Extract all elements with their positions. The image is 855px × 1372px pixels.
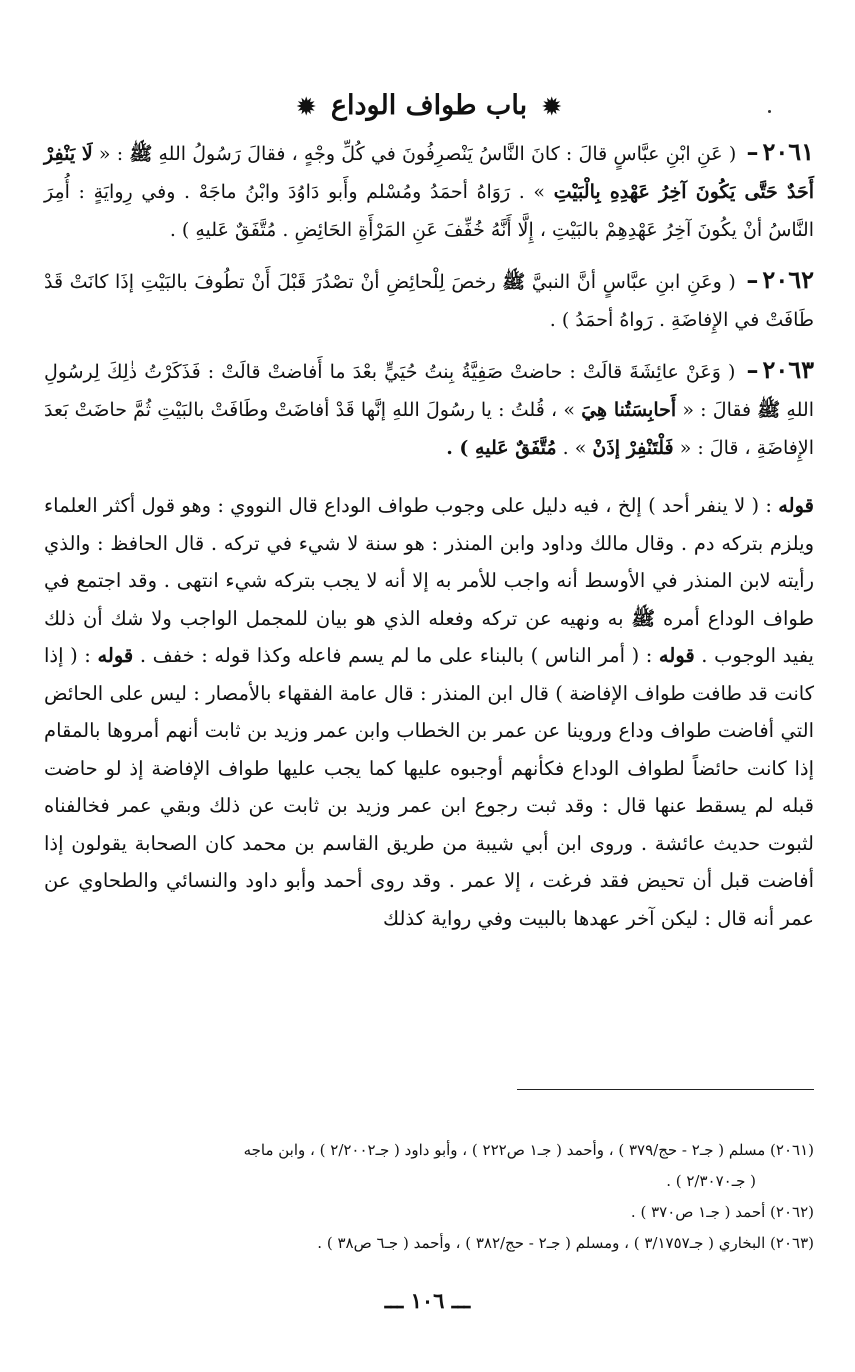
footnote-2063	[44, 1228, 814, 1259]
chapter-title	[44, 84, 814, 129]
salutation-glyph: ﷺ	[502, 271, 526, 293]
salutation-glyph: ﷺ	[129, 143, 153, 165]
hadith-text: رخصَ لِلْحائِضِ أنْ تصْدُرَ قَبْلَ أَنْ تطُوفَ بالبَيْتِ إذَا كانَتْ قَدْ طَافَتْ في الإِفاضَةِ . رَواهُ أحمَدُ ) .	[44, 271, 814, 331]
hadith-text: ( عَنِ ابْنِ عبَّاسٍ قالَ : كانَ النَّاسُ يَنْصرِفُونَ في كُلِّ وجْهٍ ، فقالَ رَسُولُ اللهِ	[158, 143, 737, 165]
footnote-label: (٢٠٦٣)	[770, 1234, 814, 1252]
hadith-number: ٢٠٦١	[762, 137, 815, 166]
hadith-prophetic-words: فَلْتَنْفِرْ إذَنْ	[592, 437, 674, 459]
footnote-label: (٢٠٦١)	[770, 1141, 814, 1159]
hadith-number: ٢٠٦٢	[762, 265, 814, 294]
hadith-prophetic-words: أَحابِسَتُنا هِيَ	[581, 399, 677, 421]
commentary-keyword: قوله	[778, 494, 814, 517]
footnote-2062	[44, 1197, 814, 1228]
hadith-grading: مُتَّفَقٌ عَليهِ ) .	[446, 437, 557, 459]
hadith-prophetic-words: لَا يَنْفِرْ أَحَدٌ حَتَّى يَكُونَ آخِرُ عَهْدِهِ بِالْبَيْتِ	[44, 143, 814, 203]
footnote-2061-continued	[44, 1166, 814, 1197]
page-body	[44, 84, 814, 957]
footnote-text: البخاري ( جـ٣/١٧٥٧ ) ، ومسلم ( جـ٢ - حج/٣٨٢ ) ، وأحمد ( جـ٦ ص٣٨ ) .	[317, 1234, 766, 1252]
hadith-text: » . رَوَاهُ أحمَدُ ومُسْلم وأَبو دَاوُدَ وابْنُ ماجَهْ . وفي رِوايَةٍ : أُمِرَ النَّاسُ أنْ يكُونَ آخِرُ عَهْدِهِمْ بالبَيْتِ ، إِلَّا أَنَّهُ خُفِّفَ عَنِ المَرْأَةِ الحَائِضِ . مُتَّفَقٌ عَليهِ ) .	[44, 181, 814, 241]
commentary-text: به ونهيه عن تركه وفعله الذي هو بيان للمجمل الواجب ولا شك أن ذلك يفيد الوجوب .	[44, 606, 814, 667]
commentary-text: : ( إذا كانت قد طافت طواف الإفاضة ) قال ابن المنذر : قال عامة الفقهاء بالأمصار : ليس على الحائض التي أفاضت طواف وداع وروينا عن عمر بن الخطاب وابن عمر وزيد بن ثابت أنهم أمروها بالمقام إذا كانت حائضاً لطواف الوداع فكأنهم أوجبوه عليها كما يجب عليها طواف الإفاضة إذ لو حاضت قبله لم يسقط عنها قال : وقد ثبت رجوع ابن عمر وزيد بن ثابت عن ذلك وبقي عمر فخالفناه لثبوت حديث عائشة . وروى ابن أبي شيبة من طريق القاسم بن محمد كان الصحابة يقولون إذا أفاضت قبل أن تحيض فقد فرغت ، إلا عمر . وقد روى أحمد وأبو داود والنسائي والطحاوي عن عمر أنه قال : ليكن آخر عهدها بالبيت وفي رواية كذلك	[44, 644, 814, 930]
hadith-dash: –	[746, 137, 759, 166]
commentary-text: : ( أمر الناس ) بالبناء على ما لم يسم فاعله وكذا قوله : خفف .	[139, 644, 653, 667]
footnote-separator	[517, 1089, 814, 1090]
footnote-text: ( جـ٢/٣٠٧٠ ) .	[666, 1172, 756, 1190]
hadith-2062	[44, 261, 814, 339]
chapter-title-text: باب طواف الوداع	[330, 90, 528, 121]
commentary-text: : ( لا ينفر أحد ) إلخ ، فيه دليل على وجوب طواف الوداع قال النووي : وهو قول أكثر العلماء ويلزم بتركه دم . وقال مالك وداود وابن المنذر : هو سنة لا شيء في تركه . قال الحافظ : والذي رأيته لابن المنذر في الأوسط أنه واجب للأمر به إلا أنه لا يجب بتركه شيء انتهى . وقد اجتمع في طواف الوداع أمره	[44, 494, 815, 630]
footnotes	[44, 1135, 814, 1259]
commentary-keyword: قوله	[97, 644, 134, 667]
hadith-text: ( وَعَنْ عائِشَةَ قالَتْ : حاضتْ صَفِيَّةُ بِنتُ حُيَيٍّ بعْدَ ما أَفاضتْ قالَتْ : فَذَكَرْتُ ذٰلِكَ لِرسُولِ اللهِ	[44, 361, 814, 421]
hadith-text: : «	[98, 143, 124, 165]
salutation-glyph: ﷺ	[631, 606, 656, 630]
hadith-2063	[44, 351, 814, 467]
hadith-text: فقالَ : «	[682, 399, 752, 421]
footnote-text: مسلم ( جـ٢ - حج/٣٧٩ ) ، وأحمد ( جـ١ ص٢٢٢ ) ، وأبو داود ( جـ٢/٢٠٠٢ ) ، وابن ماجه	[243, 1141, 766, 1159]
footnote-label: (٢٠٦٢)	[770, 1203, 814, 1221]
salutation-glyph: ﷺ	[757, 399, 781, 421]
hadith-text: » ، قُلتُ : يا رسُولَ اللهِ إنَّها قَدْ أفاضَتْ وطَافَتْ بالبَيْتِ ثُمَّ حاضَتْ بَعدَ الإِفاضَةِ ، قالَ : «	[44, 399, 814, 459]
star-ornament-icon: ✹	[542, 94, 561, 120]
footnote-2061	[44, 1135, 814, 1166]
star-ornament-icon: ✹	[297, 94, 316, 120]
hadith-number: ٢٠٦٣	[762, 355, 814, 384]
hadith-text: » .	[562, 437, 587, 459]
hadith-2061	[44, 133, 814, 249]
page-number: ـــ ١٠٦ ـــ	[384, 1288, 471, 1313]
commentary-keyword: قوله	[658, 644, 695, 667]
hadith-text: ( وعَنِ ابنِ عبَّاسٍ أنَّ النبيَّ	[531, 271, 736, 293]
hadith-dash: –	[746, 265, 759, 294]
commentary	[44, 487, 814, 937]
hadith-dash: –	[746, 355, 759, 384]
footnote-text: أحمد ( جـ١ ص٣٧٠ ) .	[630, 1203, 766, 1221]
